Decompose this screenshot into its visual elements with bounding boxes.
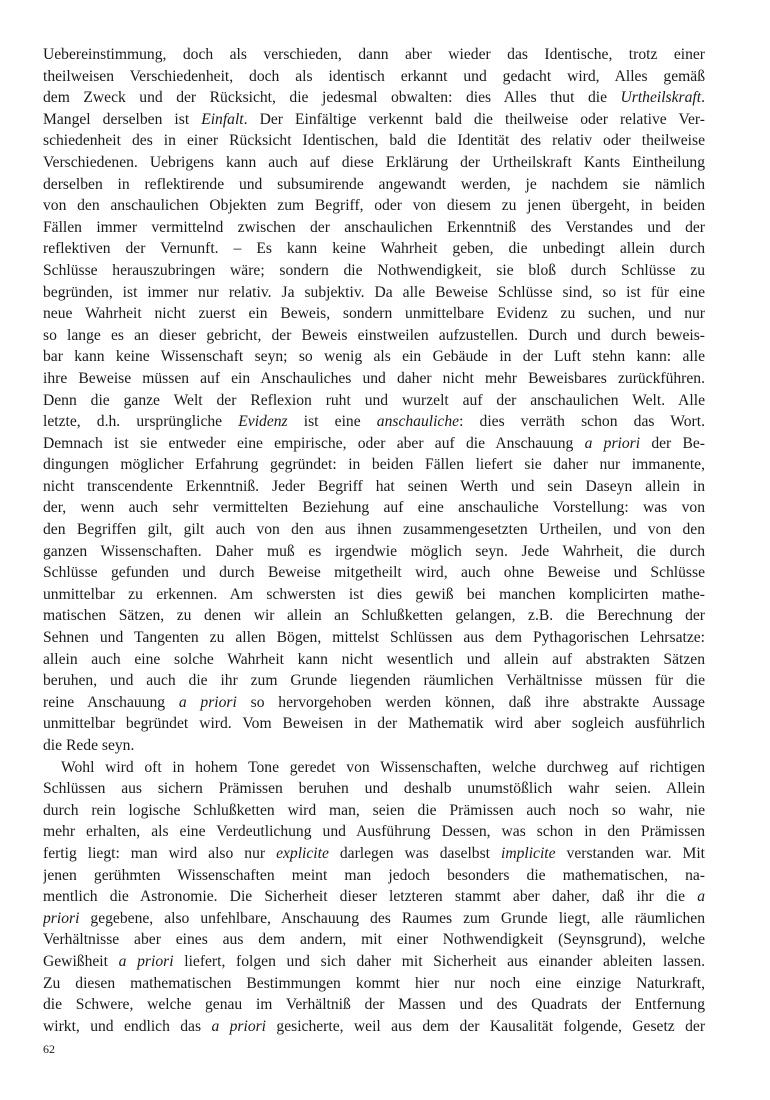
- italic-text: explicite: [276, 844, 329, 862]
- text-line: [43, 433, 705, 455]
- text-segment: nicht transcendente Erkenntniß. Jeder Begriff hat seinen Werth und sein Daseyn allein in: [43, 477, 705, 495]
- text-segment: die Schwere, welche genau im Verhältniß der Massen und des Quadrats der Entfernung: [43, 996, 705, 1014]
- page-body: [43, 44, 705, 1037]
- text-line: [43, 778, 705, 800]
- text-line: [43, 1016, 705, 1038]
- text-segment: der, wenn auch sehr vermittelten Beziehung auf eine anschauliche Vorstellung: was von: [43, 499, 705, 517]
- text-line: [43, 670, 705, 692]
- text-segment: reflektiven der Vernunft. – Es kann keine Wahrheit geben, die unbedingt allein durch: [43, 240, 705, 258]
- text-segment: wirkt, und endlich das: [43, 1017, 212, 1035]
- text-segment: gegebene, also unfehlbare, Anschauung des Raumes zum Grunde liegt, alle räumlichen: [79, 909, 705, 927]
- text-segment: bar kann keine Wissenschaft seyn; so wenig als ein Gebäude in der Luft stehn kann: alle: [43, 348, 705, 366]
- text-segment: so lange es an dieser gebricht, der Beweis einstweilen aufzustellen. Durch und durch beweis-: [43, 326, 705, 344]
- text-line: [43, 109, 705, 131]
- text-segment: Denn die ganze Welt der Reflexion ruht und wurzelt auf der anschaulichen Welt. Alle: [43, 391, 705, 409]
- text-segment: Schlüsse gefunden und durch Beweise mitgetheilt wird, auch ohne Beweise und Schlüsse: [43, 564, 705, 582]
- text-segment: ist eine: [287, 413, 377, 431]
- text-segment: Verschiedenen. Uebrigens kann auch auf diese Erklärung der Urtheilskraft Kants Eintheilung: [43, 153, 705, 171]
- text-segment: dingungen möglicher Erfahrung gegründet: in beiden Fällen liefert sie daher nur immanente,: [43, 456, 705, 474]
- text-line: [43, 843, 705, 865]
- text-line: [43, 130, 705, 152]
- text-segment: derselben in reflektirende und subsumirende angewandt werden, je nachdem sie nämlich: [43, 175, 705, 193]
- text-line: [43, 87, 705, 109]
- text-line: [43, 497, 705, 519]
- text-line: [43, 821, 705, 843]
- text-segment: Uebereinstimmung, doch als verschieden, dann aber wieder das Identische, trotz einer: [43, 46, 705, 63]
- italic-text: Einfalt: [201, 110, 244, 128]
- text-segment: Mangel derselben ist: [43, 110, 202, 128]
- text-line: [43, 217, 705, 239]
- italic-text: Urtheilskraft: [620, 89, 702, 107]
- text-segment: ganzen Wissenschaften. Daher muß es irgendwie möglich seyn. Jede Wahrheit, die durch: [43, 542, 705, 560]
- text-line: [43, 994, 705, 1016]
- text-segment: beruhen, und auch die ihr zum Grunde liegenden räumlichen Verhältnisse müssen für die: [43, 672, 705, 690]
- italic-text: priori: [43, 909, 80, 927]
- text-segment: Gewißheit: [43, 952, 119, 970]
- italic-text: a: [697, 888, 705, 906]
- text-line: [43, 174, 705, 196]
- text-line: [43, 649, 705, 671]
- text-segment: Schlüssen aus sichern Prämissen beruhen und deshalb unumstößlich wahr seien. Allein: [43, 780, 705, 798]
- text-line: [43, 390, 705, 412]
- text-segment: .: [701, 89, 705, 107]
- text-line: [43, 735, 705, 757]
- text-segment: . Der Einfältige verkennt bald die theilweise oder relative Ver-: [243, 110, 705, 128]
- text-line: [43, 757, 705, 779]
- page-number: 62: [43, 1042, 55, 1056]
- text-line: [43, 325, 705, 347]
- italic-text: Evidenz: [238, 413, 288, 431]
- italic-text: anschauliche: [376, 413, 460, 431]
- text-segment: Sehnen und Tangenten zu allen Bögen, mittelst Schlüssen aus dem Pythagorischen Lehrsatze:: [43, 629, 705, 647]
- text-segment: dem Zweck und der Rücksicht, die jedesmal obwalten: dies Alles thut die: [43, 89, 621, 107]
- text-line: [43, 929, 705, 951]
- text-segment: theilweisen Verschiedenheit, doch als identisch erkannt und gedacht wird, Alles gemäß: [43, 67, 705, 85]
- text-line: [43, 411, 705, 433]
- text-segment: : dies verräth schon das Wort.: [459, 413, 705, 431]
- text-segment: Schlüsse herauszubringen wäre; sondern die Nothwendigkeit, sie bloß durch Schlüsse zu: [43, 261, 705, 279]
- text-segment: neue Wahrheit nicht zuerst ein Beweis, sondern unmittelbare Evidenz zu suchen, und nur: [43, 305, 705, 323]
- text-line: [43, 951, 705, 973]
- text-line: [43, 865, 705, 887]
- text-segment: Fällen immer vermittelnd zwischen der anschaulichen Erkenntniß des Verstandes und der: [43, 218, 705, 236]
- italic-text: a priori: [211, 1017, 267, 1035]
- text-line: [43, 627, 705, 649]
- text-segment: der Be-: [640, 434, 705, 452]
- text-segment: darlegen was daselbst: [328, 844, 501, 862]
- text-line: [43, 476, 705, 498]
- text-segment: begründen, ist immer nur relativ. Ja subjektiv. Da alle Beweise Schlüsse sind, so ist für eine: [43, 283, 705, 301]
- text-segment: matischen Sätzen, zu denen wir allein an Schlußketten gelangen, z.B. die Berechnung der: [43, 607, 705, 625]
- text-segment: fertig liegt: man wird also nur: [43, 844, 277, 862]
- text-segment: mentlich die Astronomie. Die Sicherheit dieser letzteren stammt aber daher, daß ihr die: [43, 888, 698, 906]
- text-segment: Zu diesen mathematischen Bestimmungen kommt hier nur noch eine einzige Naturkraft,: [43, 974, 705, 992]
- text-line: [43, 44, 705, 66]
- text-line: [43, 303, 705, 325]
- italic-text: a priori: [178, 693, 237, 711]
- text-segment: verstanden war. Mit: [555, 844, 705, 862]
- text-segment: durch rein logische Schlußketten wird man, seien die Prämissen auch noch so wahr, nie: [43, 801, 705, 819]
- text-segment: den Begriffen gilt, gilt auch von den aus ihnen zusammengesetzten Urtheilen, und von den: [43, 521, 705, 539]
- italic-text: implicite: [500, 844, 556, 862]
- text-segment: so hervorgehoben werden können, daß ihre abstrakte Aussage: [236, 693, 705, 711]
- text-line: [43, 195, 705, 217]
- text-segment: gesicherte, weil aus dem der Kausalität folgende, Gesetz der: [266, 1017, 705, 1035]
- text-segment: unmittelbar begründet wird. Vom Beweisen in der Mathematik wird aber sogleich ausführlich: [43, 715, 705, 733]
- text-segment: ihre Beweise müssen auf ein Anschauliches und daher nicht mehr Beweisbares zurückführen.: [43, 369, 705, 387]
- text-line: [43, 584, 705, 606]
- text-line: [43, 368, 705, 390]
- italic-text: a priori: [584, 434, 641, 452]
- text-segment: Demnach ist sie entweder eine empirische, oder aber auf die Anschauung: [43, 434, 585, 452]
- italic-text: a priori: [118, 952, 174, 970]
- text-line: [43, 605, 705, 627]
- text-segment: Wohl wird oft in hohem Tone geredet von Wissenschaften, welche durchweg auf richtigen: [61, 758, 705, 776]
- text-segment: schiedenheit des in einer Rücksicht Identischen, bald die Identität des relativ oder theilweise: [43, 132, 705, 150]
- text-line: [43, 346, 705, 368]
- text-segment: von den anschaulichen Objekten zum Begriff, oder von diesem zu jenen übergeht, in beiden: [43, 197, 705, 215]
- text-segment: allein auch eine solche Wahrheit kann nicht wesentlich und allein auf abstrakten Sätzen: [43, 650, 705, 668]
- text-segment: mehr erhalten, als eine Verdeutlichung und Ausführung Dessen, was schon in den Prämissen: [43, 823, 705, 841]
- text-line: [43, 973, 705, 995]
- text-line: [43, 238, 705, 260]
- text-line: [43, 282, 705, 304]
- text-line: [43, 541, 705, 563]
- text-segment: letzte, d.h. ursprüngliche: [43, 413, 239, 431]
- text-segment: Verhältnisse aber eines aus dem andern, mit einer Nothwendigkeit (Seynsgrund), welche: [43, 931, 705, 949]
- text-line: [43, 692, 705, 714]
- text-segment: jenen gerühmten Wissenschaften meint man jedoch besonders die mathematischen, na-: [43, 866, 705, 884]
- text-line: [43, 454, 705, 476]
- text-segment: reine Anschauung: [43, 693, 179, 711]
- text-line: [43, 66, 705, 88]
- text-line: [43, 519, 705, 541]
- text-line: [43, 260, 705, 282]
- text-segment: liefert, folgen und sich daher mit Sicherheit aus einander ableiten lassen.: [173, 952, 705, 970]
- text-line: [43, 713, 705, 735]
- text-segment: unmittelbar zu erkennen. Am schwersten ist dies gewiß bei manchen komplicirten mathe-: [43, 585, 705, 603]
- text-line: [43, 152, 705, 174]
- text-line: [43, 800, 705, 822]
- text-line: [43, 908, 705, 930]
- text-line: [43, 886, 705, 908]
- text-segment: die Rede seyn.: [43, 737, 135, 754]
- text-line: [43, 562, 705, 584]
